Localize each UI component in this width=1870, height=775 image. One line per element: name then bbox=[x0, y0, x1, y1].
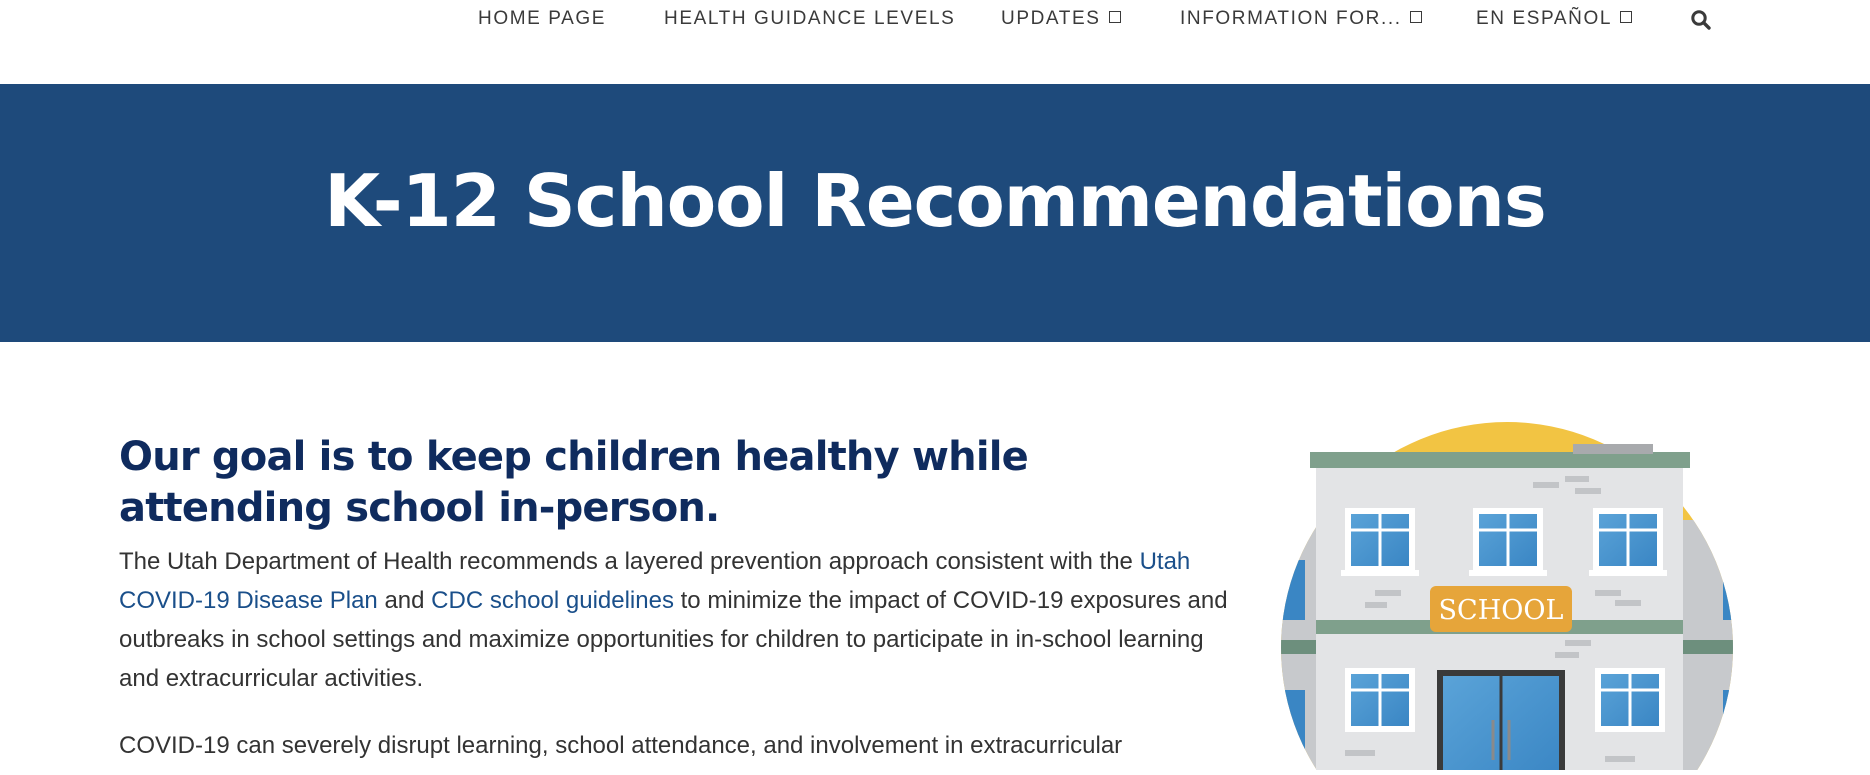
intro-text-end: to minimize the impact of COVID-19 exposures and outbreaks in school settings and maximize opportunities for children to participate in in-school learning and extracurricular activities. bbox=[119, 587, 1228, 692]
cdc-school-guidelines-link[interactable]: CDC school guidelines bbox=[431, 587, 674, 614]
utah-covid-plan-link[interactable]: Utah COVID-19 Disease Plan bbox=[119, 548, 1191, 614]
nav-item-label: HOME PAGE bbox=[478, 8, 607, 29]
intro-paragraph bbox=[119, 542, 1239, 698]
dropdown-icon bbox=[1410, 11, 1422, 23]
school-illustration bbox=[1275, 420, 1755, 770]
second-paragraph: COVID-19 can severely disrupt learning, school attendance, and involvement in extracurricular bbox=[119, 732, 1123, 759]
intro-text-mid: and bbox=[377, 587, 432, 614]
page-title: K-12 School Recommendations bbox=[324, 159, 1546, 243]
nav-item-information-for[interactable] bbox=[1180, 8, 1422, 30]
search-icon bbox=[1690, 9, 1712, 31]
school-building-image bbox=[1275, 420, 1755, 770]
nav-item-updates[interactable] bbox=[1001, 8, 1121, 30]
top-navigation bbox=[0, 0, 1870, 84]
nav-item-label: HEALTH GUIDANCE LEVELS bbox=[664, 8, 956, 29]
nav-menu bbox=[0, 0, 1870, 40]
dropdown-icon bbox=[1620, 11, 1632, 23]
nav-item-label: EN ESPAÑOL bbox=[1476, 8, 1613, 29]
nav-item-label: UPDATES bbox=[1001, 8, 1101, 29]
search-button[interactable] bbox=[1690, 9, 1712, 31]
nav-item-health-guidance-levels[interactable] bbox=[664, 8, 955, 30]
nav-item-home-page[interactable] bbox=[478, 8, 606, 30]
nav-item-en-espanol[interactable] bbox=[1476, 8, 1632, 30]
page-hero-banner bbox=[0, 84, 1870, 342]
dropdown-icon bbox=[1109, 11, 1121, 23]
section-heading: Our goal is to keep children healthy while attending school in-person. bbox=[119, 434, 1028, 531]
main-content bbox=[119, 432, 1239, 765]
intro-text-start: The Utah Department of Health recommends a layered prevention approach consistent with the bbox=[119, 548, 1140, 575]
school-sign-text: SCHOOL bbox=[1438, 595, 1564, 626]
nav-item-label: INFORMATION FOR... bbox=[1180, 8, 1402, 29]
